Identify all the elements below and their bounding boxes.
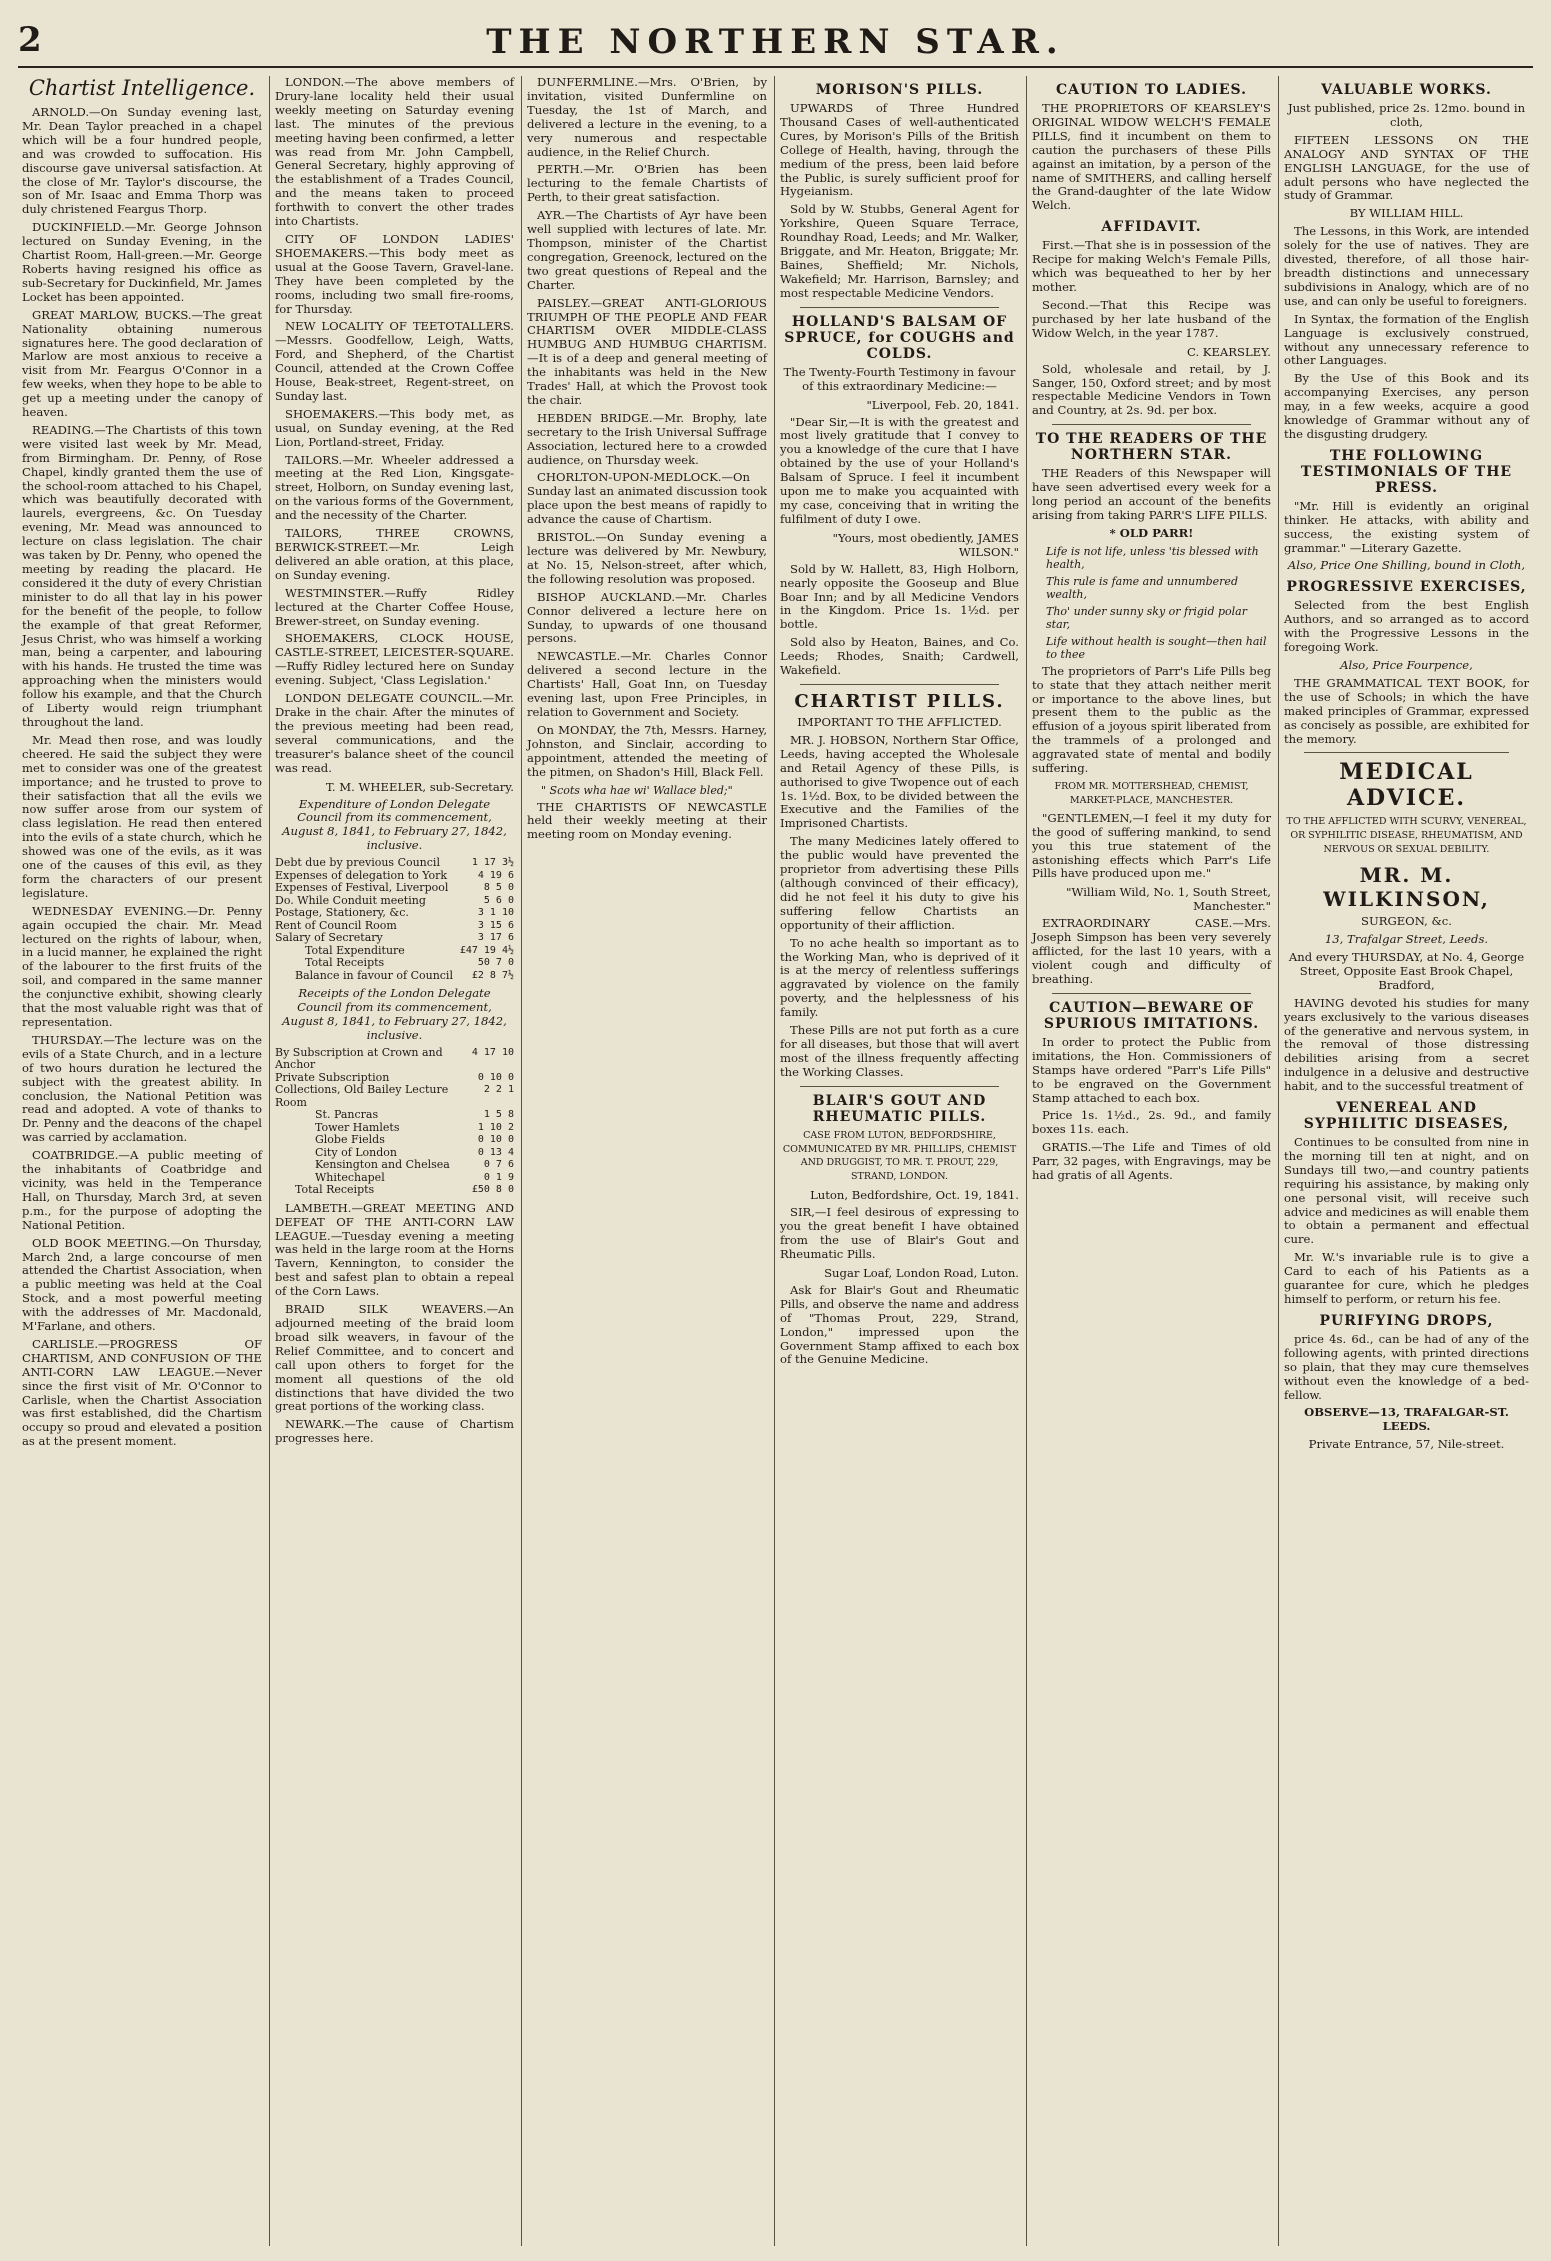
table-cell: City of London [315,1145,398,1159]
ad-paragraph: FIFTEEN LESSONS ON THE ANALOGY AND SYNTAX OF THE ENGLISH LANGUAGE, for the use of adult persons who have neglected the study of Grammar. [1284,132,1529,203]
expenditure-table [275,857,514,982]
column-1 [18,76,266,2246]
ad-paragraph: The Lessons, in this Work, are intended solely for the use of natives. They are divested, therefore, of all those hair-breadth distinctions and unnecessary subdivisions in Analogy, which are of no use, and can only be useful to foreigners. [1284,224,1529,308]
ad-paragraph: Sold by W. Hallett, 83, High Holborn, nearly opposite the Gooseup and Blue Boar Inn; and by all Medicine Vendors in the Kingdom. Price 1s. 1½d. per bottle. [780,561,1019,632]
ad-paragraph: Ask for Blair's Gout and Rheumatic Pills, and observe the name and address of "Thomas Prout, 229, Strand, London," impressed upon the Government Stamp affixed to each box of the Genuine Medicine. [780,1282,1019,1367]
author-line: BY WILLIAM HILL. [1349,206,1464,221]
divider [1304,752,1509,753]
table-cell: Collections, Old Bailey Lecture Room [275,1083,449,1109]
ad-paragraph: Sugar Loaf, London Road, Luton. [824,1265,1019,1280]
table-cell: 3 1 10 [477,907,514,919]
article-paragraph: CARLISLE.—PROGRESS OF CHARTISM, AND CONFUSION OF THE ANTI-CORN LAW LEAGUE.—Never since the first visit of Mr. O'Connor to Carlisle, when the Chartist Association was first established, did the Chartism occupy so proud and elevated a position as at the present moment. [22,1336,262,1449]
ad-paragraph: In order to protect the Public from imitations, the Hon. Commissioners of Stamps have ordered "Parr's Life Pills" to be engraved on the Government Stamp attached to each box. [1032,1034,1271,1105]
ad-heading: CHARTIST PILLS. [794,691,1005,712]
table-cell: 1 5 8 [483,1109,514,1121]
article-paragraph: NEWCASTLE.—Mr. Charles Connor delivered a second lecture in the Chartists' Hall, Goat Inn, on Tuesday evening last, upon Free Principles, in relation to Government and Society. [527,649,767,719]
ad-signature: "William Wild, No. 1, South Street, Manchester." [1066,885,1271,914]
table-cell: 1 17 3½ [471,857,514,869]
ad-heading: HOLLAND'S BALSAM OF SPRUCE, for COUGHS and COLDS. [784,313,1015,362]
ad-paragraph: EXTRAORDINARY CASE.—Mrs. Joseph Simpson has been very severely afflicted, for the last 10 years, with a violent cough and difficulty of breathing. [1032,916,1271,986]
table-row [275,1159,514,1172]
table-cell: £50 8 0 [471,1184,514,1196]
table-row [275,932,514,945]
article-paragraph: TAILORS, THREE CROWNS, BERWICK-STREET.—Mr. Leigh delivered an able oration, at this place, on Sunday evening. [275,526,514,582]
article-paragraph: SHOEMAKERS, CLOCK HOUSE, CASTLE-STREET, LEICESTER-SQUARE.—Ruffy Ridley lectured here on Sunday evening. Subject, 'Class Legislation.' [275,631,514,688]
ad-paragraph: "Liverpool, Feb. 20, 1841. [866,397,1019,412]
table-cell: 0 13 4 [477,1146,514,1158]
verse-line: Life is not life, unless 'tis blessed with health, [1046,544,1259,571]
ad-heading: AFFIDAVIT. [1101,219,1202,236]
article-paragraph: LAMBETH.—GREAT MEETING AND DEFEAT OF THE ANTI-CORN LAW LEAGUE.—Tuesday evening a meeting was held in the large room at the Horns Tavern, Kennington, to consider the best and safest plan to obtain a repeal of the Corn Laws. [275,1200,514,1299]
table-cell: 0 1 9 [483,1171,514,1183]
article-paragraph: DUCKINFIELD.—Mr. George Johnson lectured on Sunday Evening, in the Chartist Room, Hall-green.—Mr. George Roberts having resigned his office as sub-Secretary for Duckinfield, Mr. James Locket has been appointed. [22,220,262,304]
article-paragraph: WESTMINSTER.—Ruffy Ridley lectured at the Charter Coffee House, Brewer-street, on Sunday evening. [275,585,514,628]
article-paragraph: THURSDAY.—The lecture was on the evils of a State Church, and in a lecture of two hours duration he lectured the subject with the greatest ability. In conclusion, the National Petition was read and adopted. A vote of thanks to Dr. Penny and the deacons of the chapel was carried by acclamation. [22,1032,262,1145]
article-paragraph: On MONDAY, the 7th, Messrs. Harney, Johnston, and Sinclair, according to appointment, attended the meeting of the pitmen, on Shadon's Hill, Black Fell. [527,722,767,779]
ad-paragraph: Sold, wholesale and retail, by J. Sanger, 150, Oxford street; and by most respectable Medicine Vendors in Town and Country, at 2s. 9d. per box. [1032,361,1271,418]
ad-subheading: TO THE AFFLICTED WITH SCURVY, VENEREAL, OR SYPHILITIC DISEASE, RHEUMATISM, AND NERVOUS OR SEXUAL DEBILITY. [1286,816,1527,856]
table-cell: 5 6 0 [483,894,514,906]
table-cell: Do. While Conduit meeting [275,893,426,907]
table-cell: 8 5 0 [483,882,514,894]
article-paragraph: AYR.—The Chartists of Ayr have been well supplied with lectures of late. Mr. Thompson, minister of the Chartist congregation, Greenock, lectured on the two great questions of Repeal and the Charter. [527,208,767,292]
verse-line: This rule is fame and unnumbered wealth, [1046,574,1238,601]
ad-paragraph: HAVING devoted his studies for many years exclusively to the various diseases of the generative and nervous system, in the removal of those distressing debilities arising from a secret indulgence in a delusive and destructive habit, and to the successful treatment of [1284,995,1529,1094]
ad-heading: PROGRESSIVE EXERCISES, [1286,579,1527,596]
table-cell: £2 8 7½ [471,969,514,981]
table-row [275,970,514,983]
ad-paragraph: "Mr. Hill is evidently an original thinker. He attacks, with ability and success, the existing system of grammar." —Literary Gazette. [1284,498,1529,555]
table-cell: St. Pancras [315,1108,379,1122]
article-paragraph: HEBDEN BRIDGE.—Mr. Brophy, late secretary to the Irish Universal Suffrage Association, lectured here to a crowded audience, on Thursday week. [527,410,767,467]
table-cell: Balance in favour of Council [295,968,453,982]
table-cell: 4 19 6 [477,869,514,881]
article-paragraph: BRAID SILK WEAVERS.—An adjourned meeting of the braid loom broad silk weavers, in favour of the Relief Committee, and to concert and call upon others to forget for the moment all questions of the old distinctions that have divided the two great portions of the working class. [275,1302,514,1414]
table-cell: Rent of Council Room [275,918,397,932]
ad-paragraph: Selected from the best English Authors, and so arranged as to accord with the Progressive Lessons in the foregoing Work. [1284,598,1529,655]
column-4 [776,76,1023,2246]
article-paragraph: TAILORS.—Mr. Wheeler addressed a meeting at the Red Lion, Kingsgate-street, Holborn, on Sunday evening last, on the various forms of the Government, and the necessity of the Charter. [275,452,514,523]
columns [18,76,1533,2246]
table-cell: Whitechapel [315,1170,385,1184]
ad-paragraph: The proprietors of Parr's Life Pills beg to state that they attach neither merit or importance to the above lines, but present them to the public as the effusion of a joyous spirit liberated from the trammels of a prolonged and aggravated state of mental and bodily suffering. [1032,663,1271,776]
article-paragraph: READING.—The Chartists of this town were visited last week by Mr. Mead, from Birmingham. Dr. Penny, of Rose Chapel, kindly granted them the use of the school-room attached to his Chapel, which was beautifully decorated with laurels, evergreens, &c. On Tuesday evening, Mr. Mead was announced to lecture on class legislation. The chair was taken by Dr. Penny, who opened the meeting by reading the placard. He considered it the duty of every Christian minister to do all that lay in his power for the benefit of the people, to follow the example of that great Reformer, Jesus Christ, who was himself a working man, being a carpenter, and labouring with his hands. He trusted the time was approaching when the ministers would follow his example, and that the Church of Liberty would reign triumphant throughout the land. [22,422,262,729]
ad-paragraph: Second.—That this Recipe was purchased by her late husband of the Widow Welch, in the year 1787. [1032,297,1271,340]
article-paragraph: LONDON.—The above members of Drury-lane locality held their usual weekly meeting on Saturday evening last. The minutes of the previous meeting having been confirmed, a letter was read from Mr. John Campbell, General Secretary, highly approving of the establishment of a Trades Council, and the means taken to proceed forthwith to convert the other trades into Chartists. [275,76,514,229]
verse-title: * OLD PARR! [1109,525,1194,540]
ad-subheading: IMPORTANT TO THE AFFLICTED. [797,715,1002,729]
ad-heading: CAUTION TO LADIES. [1055,82,1248,98]
ad-heading: PURIFYING DROPS, [1319,1312,1494,1329]
table-row [275,1184,514,1197]
table-cell: Expenses of Festival, Liverpool [275,881,449,895]
table-cell: 2 2 1 [483,1084,514,1096]
table-row [275,1084,514,1109]
table-title: Expenditure of London Delegate Council from its commencement, August 8, 1841, to February 27, 1842, inclusive. [282,796,507,853]
table-row [275,1047,514,1072]
ad-heading: MEDICAL ADVICE. [1339,759,1474,812]
article-paragraph: GREAT MARLOW, BUCKS.—The great Nationality obtaining numerous signatures here. The good declaration of Marlow are most anxious to receive a visit from Mr. Feargus O'Connor in a few weeks, when they hope to be able to get up a meeting under the canopy of heaven. [22,307,262,420]
ad-heading: VALUABLE WORKS. [1321,82,1492,98]
ad-subheading: Just published, price 2s. 12mo. bound in cloth, [1287,101,1526,129]
article-paragraph: NEWARK.—The cause of Chartism progresses here. [275,1417,514,1446]
table-cell: 50 7 0 [477,957,514,969]
ad-paragraph: SIR,—I feel desirous of expressing to you the great benefit I have obtained from the use of Blair's Gout and Rheumatic Pills. [780,1205,1019,1261]
table-cell: Tower Hamlets [315,1120,400,1134]
ad-paragraph: Also, Price One Shilling, bound in Cloth, [1287,558,1526,573]
table-cell: Total Receipts [305,956,385,970]
ad-heading: BLAIR'S GOUT AND RHEUMATIC PILLS. [812,1092,987,1125]
article-paragraph: CHORLTON-UPON-MEDLOCK.—On Sunday last an animated discussion took place upon the best means of rapidly to advance the cause of Chartism. [527,470,767,527]
ad-paragraph: Continues to be consulted from nine in the morning till ten at night, and on Sundays till two,—and country patients requiring his assistance, by making only one personal visit, will receive such advice and medicines as will enable them to obtain a permanent and effectual cure. [1284,1135,1529,1247]
ad-paragraph: price 4s. 6d., can be had of any of the following agents, with printed directions so plain, that they may cure themselves without even the knowledge of a bed-fellow. [1284,1331,1529,1402]
divider [800,1086,999,1087]
signature: T. M. WHEELER, sub-Secretary. [325,779,514,794]
ad-paragraph: To no ache health so important as to the Working Man, who is deprived of it is at the mercy of relentless sufferings aggravated by violence on the family poverty, and the helplessness of his family. [780,935,1019,1020]
table-row [275,1109,514,1122]
table-title: Receipts of the London Delegate Council from its commencement, August 8, 1841, to February 27, 1842, inclusive. [282,986,507,1042]
column-3 [523,76,771,2246]
ad-paragraph: THE GRAMMATICAL TEXT BOOK, for the use of Schools; in which the have maked principles of Grammar, expressed as concisely as possible, are exhibited for the memory. [1284,675,1529,746]
column-5 [1028,76,1275,2246]
table-cell: Total Expenditure [305,943,405,957]
ad-paragraph: By the Use of this Book and its accompanying Exercises, any person may, in a few weeks, acquire a good knowledge of Grammar without any of the disgusting drudgery. [1284,371,1529,441]
table-row [275,882,514,895]
article-paragraph: NEW LOCALITY OF TEETOTALLERS.—Messrs. Goodfellow, Leigh, Watts, Ford, and Shepherd, of the Chartist Council, attended at the Crown Coffee House, Beak-street, Regent-street, on Sunday last. [275,319,514,403]
table-cell: 0 10 0 [477,1134,514,1146]
table-cell: Debt due by previous Council [275,856,440,870]
divider [1052,424,1251,425]
ad-paragraph: THE PROPRIETORS OF KEARSLEY'S ORIGINAL WIDOW WELCH'S FEMALE PILLS, find it incumbent on them to caution the purchasers of these Pills against an imitation, by a person of the name of SMITHERS, and calling herself the Grand-daughter of the late Widow Welch. [1032,101,1271,213]
article-paragraph: OLD BOOK MEETING.—On Thursday, March 2nd, a large concourse of men attended the Chartist Association, when a public meeting was held at the Coal Stock, and a most powerful meeting with the addresses of Mr. Macdonald, M'Farlane, and others. [22,1235,262,1334]
table-cell: 1 10 2 [477,1121,514,1133]
ad-paragraph: Price 1s. 1½d., 2s. 9d., and family boxes 11s. each. [1032,1108,1271,1137]
article-paragraph: COATBRIDGE.—A public meeting of the inhabitants of Coatbridge and vicinity, was held in the Temperance Hall, on Thursday, March 3rd, at seven p.m., for the purpose of adopting the National Petition. [22,1148,262,1232]
table-cell: Kensington and Chelsea [315,1158,450,1172]
ad-paragraph: Luton, Bedfordshire, Oct. 19, 1841. [810,1188,1019,1203]
ad-paragraph: These Pills are not put forth as a cure for all diseases, but those that will avert most of the illness frequently affecting the Working Classes. [780,1023,1019,1079]
table-cell: Globe Fields [315,1133,385,1147]
table-cell: 3 15 6 [477,919,514,931]
article-paragraph: BRISTOL.—On Sunday evening a lecture was delivered by Mr. Newbury, at No. 15, Nelson-street, after which, the following resolution was proposed. [527,530,767,586]
table-cell: Expenses of delegation to York [275,868,448,882]
table-row [275,957,514,970]
article-paragraph: ARNOLD.—On Sunday evening last, Mr. Dean Taylor preached in a chapel which will be a four hundred people, and was crowded to suffocation. His discourse gave universal satisfaction. At the close of Mr. Taylor's discourse, the son of Mr. Isaac and Emma Thorp was duly christened Feargus Thorp. [22,105,262,217]
article-paragraph: WEDNESDAY EVENING.—Dr. Penny again occupied the chair. Mr. Mead lectured on the rights of labour, when, in a lucid manner, he explained the right of the labourer to the first fruits of the soil, and compared in the same manner the conjunctive exhibit, showing clearly that the most valuable right was that of representation. [22,903,262,1029]
table-row [275,907,514,920]
page-number: 2 [18,20,42,60]
ad-signature: C. KEARSLEY. [1186,344,1271,359]
ad-heading: VENEREAL AND SYPHILITIC DISEASES, [1303,1100,1510,1133]
ad-heading: TO THE READERS OF THE NORTHERN STAR. [1035,431,1268,464]
column-2 [271,76,518,2246]
ad-heading: THE FOLLOWING TESTIMONIALS OF THE PRESS. [1300,447,1513,496]
ad-paragraph: Sold also by Heaton, Baines, and Co. Leeds; Rhodes, Snaith; Cardwell, Wakefield. [780,635,1019,678]
divider [800,307,999,308]
article-paragraph: Mr. Mead then rose, and was loudly cheered. He said the subject they were met to consider was one of the greatest importance; and he trusted to prove to their satisfaction that all the evils we now suffer arose from our system of class legislation. He read then entered into the evils of a state church, which he showed was one of the evils, as it was one of the causes of this evil, as they form the characters of our present legislature. [22,732,262,900]
ad-signature: "Yours, most obediently, JAMES WILSON." [832,530,1019,559]
ad-paragraph: The many Medicines lately offered to the public would have prevented the proprietor from advertising these Pills (although convinced of their efficacy), did he not feel it his duty to give his suffering fellow Chartists an opportunity of their affliction. [780,834,1019,932]
verse-line: Life without health is sought—then hail to thee [1046,634,1267,661]
article-paragraph: LONDON DELEGATE COUNCIL.—Mr. Drake in the chair. After the minutes of the previous meeting had been read, several communications, and the treasurer's balance sheet of the council was read. [275,691,514,775]
masthead [18,20,1533,68]
table-cell: 3 17 6 [477,932,514,944]
divider [1052,993,1251,994]
article-paragraph: CITY OF LONDON LADIES' SHOEMAKERS.—This body meet as usual at the Goose Tavern, Gravel-lane. They have been completed by the rooms, including two small fire-rooms, for Thursday. [275,231,514,316]
ad-paragraph: In Syntax, the formation of the English Language is exclusively construed, without any unnecessary reference to other Languages. [1284,311,1529,368]
ad-subheading: SURGEON, &c. [1361,914,1452,929]
article-paragraph: THE CHARTISTS OF NEWCASTLE held their weekly meeting at their meeting room on Monday evening. [527,799,767,842]
ad-paragraph: GRATIS.—The Life and Times of old Parr, 32 pages, with Engravings, may be had gratis of all Agents. [1032,1140,1271,1183]
table-cell: 0 7 6 [483,1159,514,1171]
table-row [275,1122,514,1135]
verse-line: " Scots wha hae wi' Wallace bled;" [541,783,733,797]
newspaper-title: THE NORTHERN STAR. [486,22,1065,62]
article-paragraph: SHOEMAKERS.—This body met, as usual, on Sunday evening, at the Red Lion, Portland-street, Friday. [275,406,514,449]
table-cell: Total Receipts [295,1183,375,1197]
article-paragraph: BISHOP AUCKLAND.—Mr. Charles Connor delivered a lecture here on Sunday, to upwards of one thousand persons. [527,589,767,646]
receipts-table [275,1047,514,1197]
ad-paragraph: MR. J. HOBSON, Northern Star Office, Leeds, having accepted the Wholesale and Retail Agency of these Pills, is authorised to give Twopence out of each 1s. 1½d. Box, to be divided between the Executive and the Families of the Imprisoned Chartists. [780,732,1019,831]
table-cell: 0 10 0 [477,1071,514,1083]
table-cell: £47 19 4½ [459,944,514,956]
ad-subheading: CASE FROM LUTON, BEDFORDSHIRE, COMMUNICATED BY MR. PHILLIPS, CHEMIST AND DRUGGIST, TO MR. T. PROUT, 229, STRAND, LONDON. [782,1129,1017,1183]
table-row [275,1134,514,1147]
ad-heading: MORISON'S PILLS. [815,82,984,98]
ad-paragraph: UPWARDS of Three Hundred Thousand Cases of well-authenticated Cures, by Morison's Pills of the British College of Health, having, through the medium of the press, been laid before the Public, is surely sufficient proof for Hygeianism. [780,101,1019,199]
ad-subheading: FROM MR. MOTTERSHEAD, CHEMIST, MARKET-PLACE, MANCHESTER. [1054,781,1249,806]
ad-heading: CAUTION—BEWARE OF SPURIOUS IMITATIONS. [1043,999,1260,1032]
ad-paragraph: "GENTLEMEN,—I feel it my duty for the good of suffering mankind, to send you this true statement of the astonishing effects which Parr's Life Pills have produced upon me." [1032,810,1271,881]
ad-paragraph: First.—That she is in possession of the Recipe for making Welch's Female Pills, which was bequeathed to her by her mother. [1032,238,1271,294]
article-paragraph: PERTH.—Mr. O'Brien has been lecturing to the female Chartists of Perth, to their great satisfaction. [527,162,767,205]
verse-line: Tho' under sunny sky or frigid polar star, [1046,604,1247,631]
ad-paragraph: Mr. W.'s invariable rule is to give a Card to each of his Patients as a guarantee for cure, which he pledges himself to perform, or return his fee. [1284,1250,1529,1306]
table-row [275,857,514,870]
ad-heading: MR. M. WILKINSON, [1323,863,1490,912]
ad-subheading: 13, Trafalgar Street, Leeds. [1324,932,1489,947]
column-6 [1280,76,1533,2246]
ad-paragraph: Also, Price Fourpence, [1340,658,1473,672]
article-paragraph: PAISLEY.—GREAT ANTI-GLORIOUS TRIUMPH OF THE PEOPLE AND FEAR CHARTISM OVER MIDDLE-CLASS HUMBUG AND HUMBUG CHARTISM.—It is of a deep and general meeting of the inhabitants was held in the New Trades' Hall, at which the Provost took the chair. [527,295,767,407]
table-cell: Salary of Secretary [275,931,383,945]
table-cell: 4 17 10 [471,1046,514,1058]
divider [800,684,999,685]
table-cell: Private Subscription [275,1070,390,1084]
ad-paragraph: "Dear Sir,—It is with the greatest and most lively gratitude that I convey to you a knowledge of the cure that I have obtained by the use of your Holland's Balsam of Spruce. I feel it incumbent upon me to make you acquainted with my case, conceiving that in writing the fulfilment of duty I owe. [780,414,1019,526]
ad-paragraph: OBSERVE—13, TRAFALGAR-ST. LEEDS. [1304,1405,1509,1434]
ad-paragraph: Sold by W. Stubbs, General Agent for Yorkshire, Queen Square Terrace, Roundhay Road, Leeds; and Mr. Walker, Briggate, and Mr. Heaton, Briggate; Mr. Baines, Sheffield; Mr. Nichols, Wakefield; Mr. Harrison, Barnsley; and most respectable Medicine Vendors. [780,202,1019,300]
table-cell: Postage, Stationery, &c. [275,906,409,920]
table-cell: By Subscription at Crown and Anchor [275,1045,443,1072]
ad-paragraph: THE Readers of this Newspaper will have seen advertised every week for a long period an account of the benefits arising from taking PARR'S LIFE PILLS. [1032,466,1271,522]
section-title: Chartist Intelligence. [28,76,256,100]
ad-subheading: And every THURSDAY, at No. 4, George Street, Opposite East Brook Chapel, Bradford, [1288,949,1525,992]
ad-subheading: The Twenty-Fourth Testimony in favour of this extraordinary Medicine:— [783,364,1016,393]
article-paragraph: DUNFERMLINE.—Mrs. O'Brien, by invitation, visited Dunfermline on Tuesday, the 1st of March, and delivered a lecture in the evening, to a very numerous and respectable audience, in the Relief Church. [527,76,767,159]
ad-paragraph: Private Entrance, 57, Nile-street. [1308,1437,1505,1452]
